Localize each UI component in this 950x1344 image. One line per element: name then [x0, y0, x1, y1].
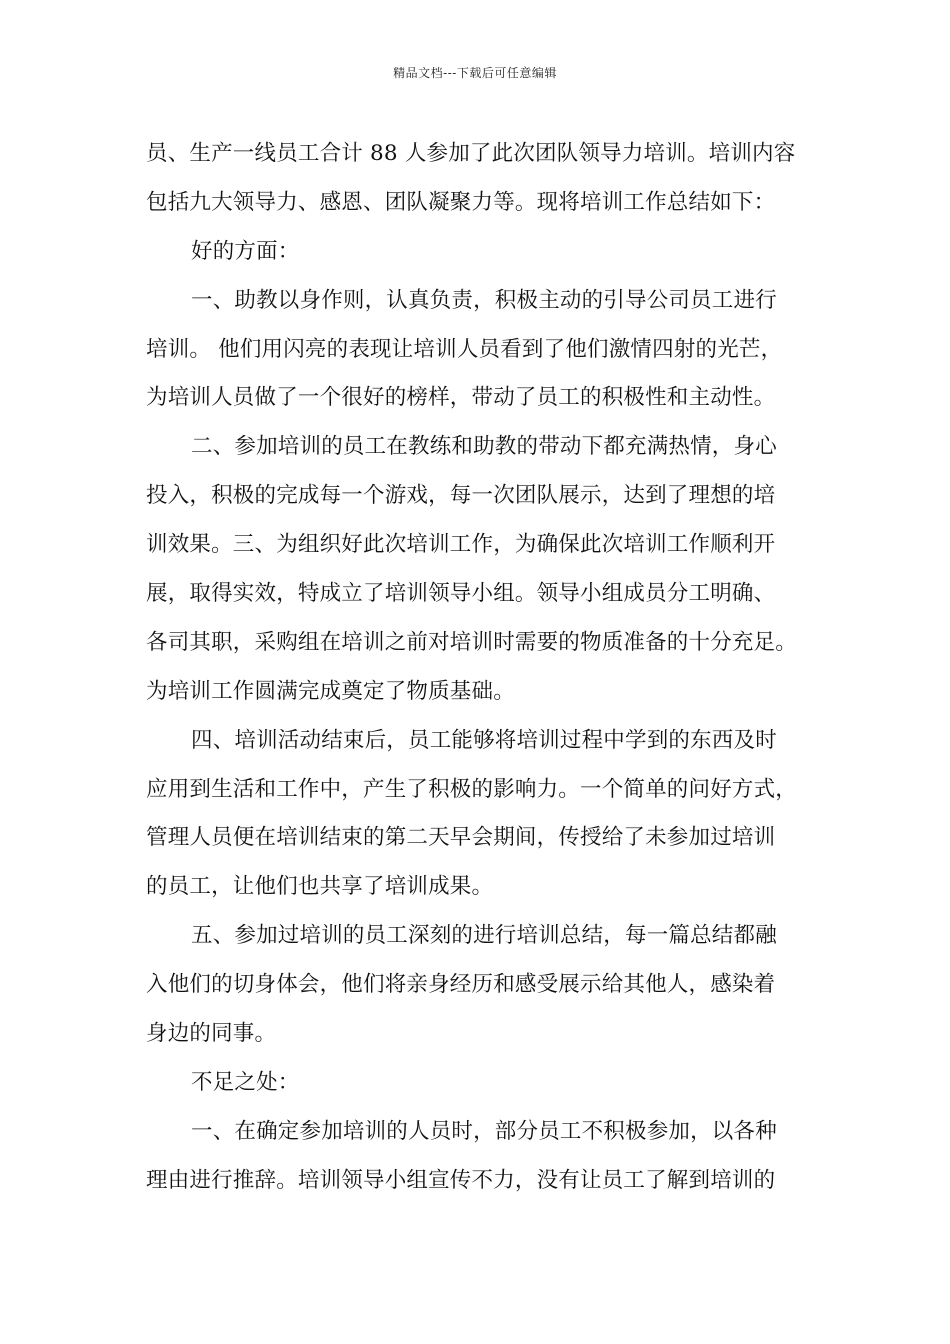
section-heading-good: 好的方面： [191, 238, 300, 264]
text-line: 投入，积极的完成每一个游戏，每一次团队展示，达到了理想的培 [146, 483, 776, 509]
text-line: 应用到生活和工作中，产生了积极的影响力。一个简单的问好方式， [146, 776, 798, 802]
text-line: 管理人员便在培训结束的第二天早会期间，传授给了未参加过培训 [146, 825, 776, 851]
text-line: 训效果。三、为组织好此次培训工作，为确保此次培训工作顺利开 [146, 532, 776, 558]
text-line: 的员工，让他们也共享了培训成果。 [146, 874, 494, 900]
section-heading-shortcomings: 不足之处： [191, 1069, 300, 1095]
document-body [146, 130, 846, 1206]
text-line: 为培训人员做了一个很好的榜样，带动了员工的积极性和主动性。 [146, 385, 776, 411]
text-line: 包括九大领导力、感恩、团队凝聚力等。现将培训工作总结如下： [146, 189, 776, 215]
page-header: 精品文档---下载后可任意编辑 [393, 66, 557, 80]
text-line: 四、培训活动结束后，员工能够将培训过程中学到的东西及时 [191, 727, 777, 753]
text-line: 员、生产一线员工合计 88 人参加了此次团队领导力培训。培训内容 [146, 141, 796, 166]
text-line: 一、在确定参加培训的人员时，部分员工不积极参加，以各种 [191, 1118, 777, 1144]
text-line: 各司其职，采购组在培训之前对培训时需要的物质准备的十分充足。 [146, 629, 798, 655]
text-line: 展，取得实效，特成立了培训领导小组。领导小组成员分工明确、 [146, 581, 776, 607]
text-line: 身边的同事。 [146, 1021, 277, 1047]
text-line: 一、助教以身作则，认真负责，积极主动的引导公司员工进行 [191, 287, 777, 313]
text-line: 二、参加培训的员工在教练和助教的带动下都充满热情，身心 [191, 434, 777, 460]
text-line: 培训。 他们用闪亮的表现让培训人员看到了他们激情四射的光芒， [146, 336, 783, 362]
text-line: 入他们的切身体会，他们将亲身经历和感受展示给其他人，感染着 [146, 972, 776, 998]
text-line: 五、参加过培训的员工深刻的进行培训总结，每一篇总结都融 [191, 923, 777, 949]
text-line: 为培训工作圆满完成奠定了物质基础。 [146, 678, 515, 704]
text-line: 理由进行推辞。培训领导小组宣传不力，没有让员工了解到培训的 [146, 1167, 776, 1193]
